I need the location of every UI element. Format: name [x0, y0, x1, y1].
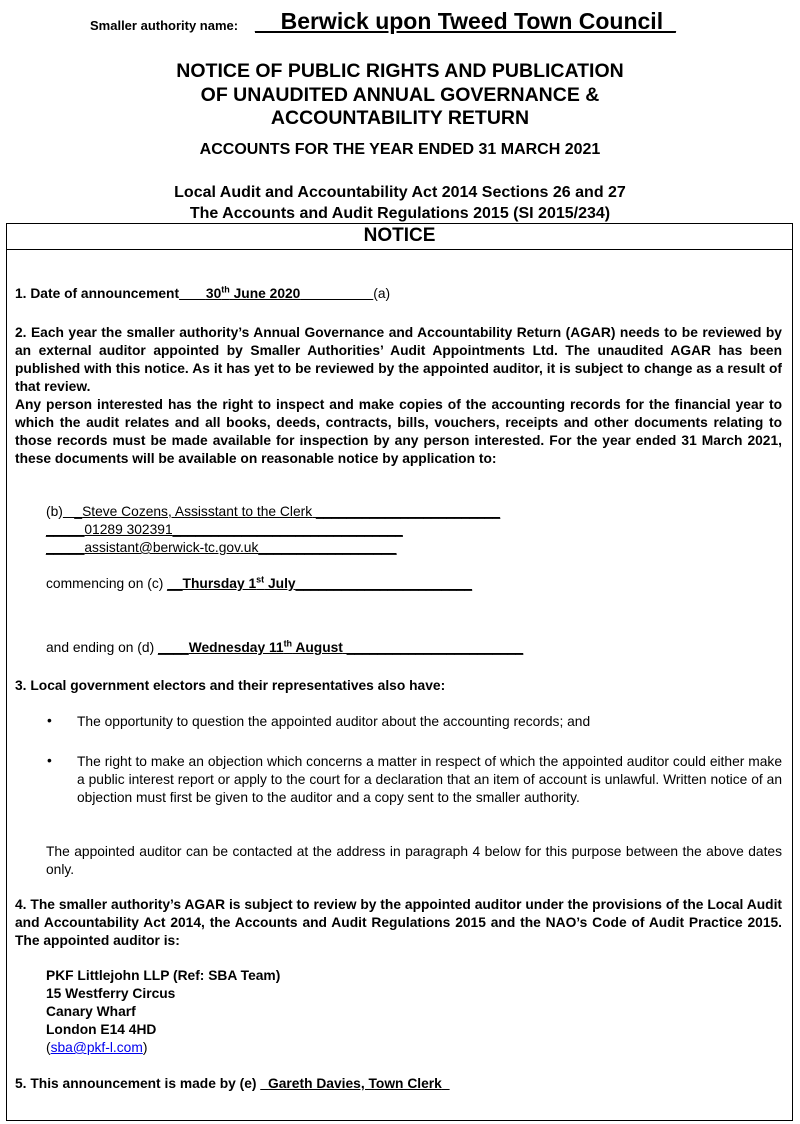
bullet-icon: • [47, 713, 52, 728]
title-line-3: ACCOUNTABILITY RETURN [270, 107, 530, 129]
commencing-label: commencing on (c) [46, 576, 164, 591]
contact-phone-row: _____01289 302391______________________________ [46, 522, 403, 537]
legislation-line-1: Local Audit and Accountability Act 2014 Sections 26 and 27 [174, 184, 626, 201]
announcement-made-by-row: 5. This announcement is made by (e) _Gareth Davies, Town Clerk_ [15, 1076, 450, 1091]
ending-label: and ending on (d) [46, 640, 155, 655]
commencing-row: commencing on (c) __Thursday 1st July_______________________ [46, 574, 473, 591]
authority-name-label: Smaller authority name: [90, 18, 239, 33]
contact-name-row: (b) _Steve Cozens, Assisstant to the Clerk ________________________ [46, 504, 501, 519]
auditor-email-link[interactable]: sba@pkf-l.com [50, 1040, 143, 1055]
accounts-year-heading: ACCOUNTS FOR THE YEAR ENDED 31 MARCH 2021 [199, 141, 601, 158]
legislation-heading [0, 182, 800, 224]
notice-heading: NOTICE [6, 223, 793, 250]
section-2-para-1: 2. Each year the smaller authority’s Annual Governance and Accountability Return (AGAR) needs to be reviewed by an external auditor appointed by Smaller Authorities’ Audit Appointments Ltd. The unaudited AGAR has been published with this notice. As it has yet to be reviewed by the appointed auditor, it is subject to change as a result of that review. [15, 325, 782, 394]
title-line-1: NOTICE OF PUBLIC RIGHTS AND PUBLICATION [176, 60, 624, 82]
contact-phone: 01289 302391 [84, 522, 173, 537]
bullet-objection-right: The right to make an objection which concerns a matter in respect of which the appointed auditor could either make a public interest report or apply to the court for a declaration that an item of account is unlawful. Written notice of an objection must first be given to the auditor and a copy sent to the smaller authority. [77, 754, 782, 805]
authority-name: __Berwick upon Tweed Town Council_ [255, 8, 676, 34]
announcement-date-row: 1. Date of announcement___ 30th June 2020_ ________(a) [15, 284, 391, 301]
bullet-icon: • [47, 753, 52, 768]
auditor-name: PKF Littlejohn LLP (Ref: SBA Team) [46, 968, 281, 983]
bullet-question-auditor: The opportunity to question the appointed auditor about the accounting records; and [77, 714, 591, 729]
announcement-date: 30th June 2020 [205, 284, 301, 301]
auditor-city: London E14 4HD [46, 1022, 157, 1037]
ending-row: and ending on (d) ____Wednesday 11th August _______________________ [46, 638, 524, 655]
marker-a: (a) [373, 286, 391, 301]
contact-email-row: _____assistant@berwick-tc.gov.uk__________________ [46, 540, 397, 555]
ending-date: Wednesday 11th August [188, 638, 343, 655]
commencing-date: Thursday 1st July [182, 574, 296, 591]
section-3-heading: 3. Local government electors and their representatives also have: [15, 678, 446, 693]
section-4-paragraph: 4. The smaller authority’s AGAR is subject to review by the appointed auditor under the provisions of the Local Audit and Accountability Act 2014, the Accounts and Audit Regulations 2015 and the NAO’s Code of Audit Practice 2015. The appointed auditor is: [15, 897, 782, 948]
contact-name: Steve Cozens, Assisstant to the Clerk [82, 504, 313, 519]
auditor-contact-paragraph: The appointed auditor can be contacted at the address in paragraph 4 below for this purpose between the above dates only. [46, 844, 782, 877]
announcement-made-by: Gareth Davies, Town Clerk [268, 1076, 442, 1091]
document-title [0, 60, 800, 131]
section-2-para-2: Any person interested has the right to inspect and make copies of the accounting records for the financial year to which the audit relates and all books, deeds, contracts, bills, vouchers, receipts and other documents relating to those records must be made available for inspection by any person interested. For the year ended 31 March 2021, these documents will be available on reasonable notice by application to: [15, 397, 782, 466]
contact-email: assistant@berwick-tc.gov.uk [84, 540, 259, 555]
title-line-2: OF UNAUDITED ANNUAL GOVERNANCE & [200, 83, 600, 106]
legislation-line-2: The Accounts and Audit Regulations 2015 (SI 2015/234) [189, 205, 611, 222]
announcement-date-label: 1. Date of announcement [15, 286, 180, 301]
auditor-street: 15 Westferry Circus [46, 986, 176, 1001]
announcement-made-by-label: 5. This announcement is made by (e) [15, 1076, 257, 1091]
auditor-area: Canary Wharf [46, 1004, 136, 1019]
auditor-address: PKF Littlejohn LLP (Ref: SBA Team) 15 Westferry Circus Canary Wharf London E14 4HD (sba@pkf-l.com) [46, 968, 281, 1055]
